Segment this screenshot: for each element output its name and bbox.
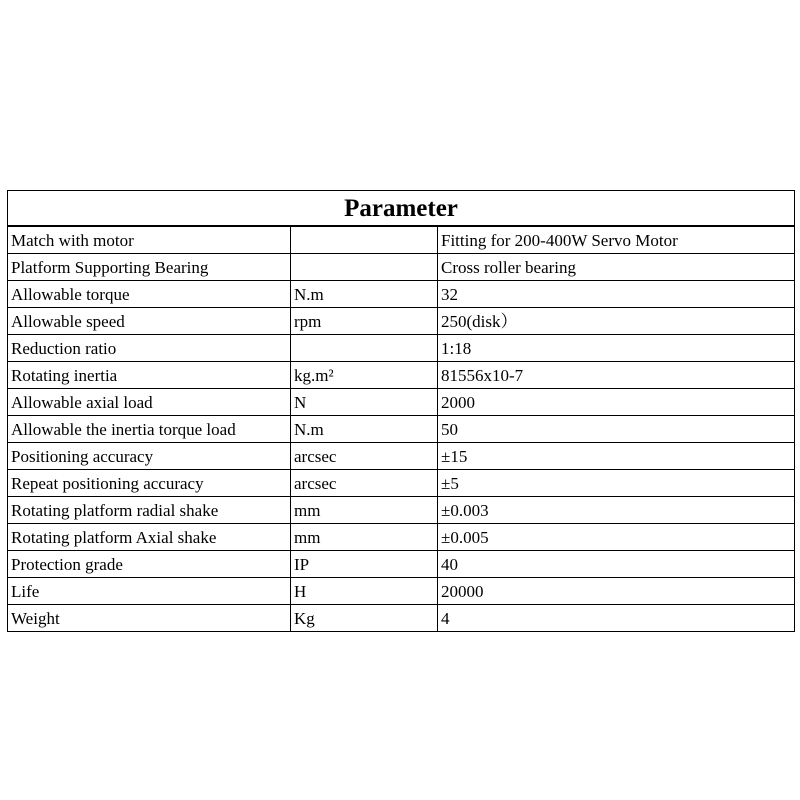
table-row xyxy=(8,605,795,632)
parameter-value-cell: 2000 xyxy=(438,389,795,416)
parameter-name-cell: Match with motor xyxy=(8,226,291,254)
parameter-name-cell: Allowable torque xyxy=(8,281,291,308)
parameter-value-cell: 40 xyxy=(438,551,795,578)
table-row xyxy=(8,497,795,524)
parameter-value-cell: ±0.003 xyxy=(438,497,795,524)
parameter-unit-cell: kg.m² xyxy=(291,362,438,389)
parameter-value-cell: 250(disk） xyxy=(438,308,795,335)
parameter-unit-cell: rpm xyxy=(291,308,438,335)
table-row xyxy=(8,281,795,308)
table-row xyxy=(8,335,795,362)
table-row xyxy=(8,226,795,254)
parameter-unit-cell: H xyxy=(291,578,438,605)
parameter-name-cell: Allowable the inertia torque load xyxy=(8,416,291,443)
parameter-name-cell: Platform Supporting Bearing xyxy=(8,254,291,281)
parameter-name-cell: Rotating inertia xyxy=(8,362,291,389)
parameter-value-cell: ±0.005 xyxy=(438,524,795,551)
parameter-unit-cell xyxy=(291,226,438,254)
parameter-unit-cell: N xyxy=(291,389,438,416)
parameter-name-cell: Repeat positioning accuracy xyxy=(8,470,291,497)
parameter-value-cell: 4 xyxy=(438,605,795,632)
parameter-name-cell: Weight xyxy=(8,605,291,632)
parameter-value-cell: Cross roller bearing xyxy=(438,254,795,281)
parameter-unit-cell: mm xyxy=(291,497,438,524)
parameter-unit-cell: N.m xyxy=(291,416,438,443)
parameter-unit-cell: Kg xyxy=(291,605,438,632)
parameter-name-cell: Life xyxy=(8,578,291,605)
parameter-unit-cell: arcsec xyxy=(291,470,438,497)
table-row xyxy=(8,362,795,389)
parameter-unit-cell: mm xyxy=(291,524,438,551)
parameter-table xyxy=(7,190,795,632)
table-row xyxy=(8,254,795,281)
parameter-value-cell: Fitting for 200-400W Servo Motor xyxy=(438,226,795,254)
parameter-name-cell: Positioning accuracy xyxy=(8,443,291,470)
table-row xyxy=(8,551,795,578)
parameter-value-cell: 50 xyxy=(438,416,795,443)
table-row xyxy=(8,443,795,470)
parameter-name-cell: Rotating platform radial shake xyxy=(8,497,291,524)
parameter-value-cell: 32 xyxy=(438,281,795,308)
table-row xyxy=(8,470,795,497)
parameter-table-body xyxy=(8,191,795,632)
parameter-unit-cell xyxy=(291,254,438,281)
parameter-name-cell: Reduction ratio xyxy=(8,335,291,362)
parameter-name-cell: Allowable axial load xyxy=(8,389,291,416)
parameter-value-cell: ±5 xyxy=(438,470,795,497)
parameter-value-cell: ±15 xyxy=(438,443,795,470)
parameter-value-cell: 81556x10-7 xyxy=(438,362,795,389)
parameter-name-cell: Allowable speed xyxy=(8,308,291,335)
parameter-unit-cell: arcsec xyxy=(291,443,438,470)
parameter-value-cell: 1:18 xyxy=(438,335,795,362)
parameter-value-cell: 20000 xyxy=(438,578,795,605)
table-title-row xyxy=(8,191,795,227)
table-row xyxy=(8,578,795,605)
parameter-unit-cell xyxy=(291,335,438,362)
table-title: Parameter xyxy=(8,191,795,227)
parameter-name-cell: Rotating platform Axial shake xyxy=(8,524,291,551)
parameter-unit-cell: IP xyxy=(291,551,438,578)
table-row xyxy=(8,416,795,443)
table-row xyxy=(8,524,795,551)
parameter-name-cell: Protection grade xyxy=(8,551,291,578)
table-row xyxy=(8,308,795,335)
table-row xyxy=(8,389,795,416)
parameter-unit-cell: N.m xyxy=(291,281,438,308)
